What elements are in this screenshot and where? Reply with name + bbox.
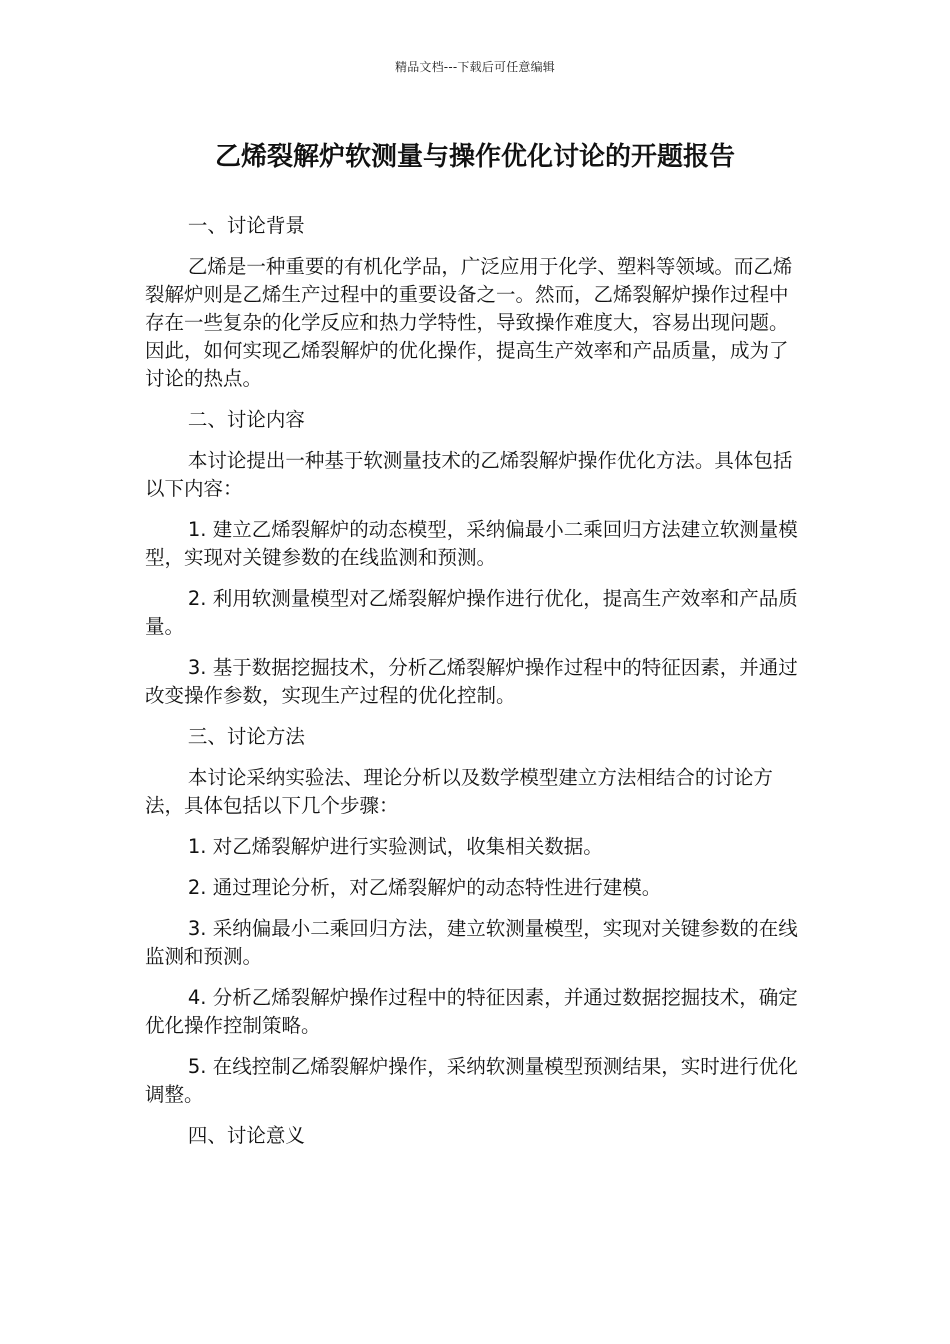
method-intro-paragraph: 本讨论采纳实验法、理论分析以及数学模型建立方法相结合的讨论方法，具体包括以下几个步骤： <box>145 766 773 817</box>
method-step-5: 5. 在线控制乙烯裂解炉操作，采纳软测量模型预测结果，实时进行优化调整。 <box>145 1055 798 1106</box>
header-note: 精品文档---下载后可任意编辑 <box>395 60 555 74</box>
content-item-1: 1. 建立乙烯裂解炉的动态模型，采纳偏最小二乘回归方法建立软测量模型，实现对关键参数的在线监测和预测。 <box>145 518 798 569</box>
method-step-2: 2. 通过理论分析，对乙烯裂解炉的动态特性进行建模。 <box>187 876 662 899</box>
section-heading-background: 一、讨论背景 <box>187 214 305 237</box>
content-intro-paragraph: 本讨论提出一种基于软测量技术的乙烯裂解炉操作优化方法。具体包括以下内容： <box>145 449 793 500</box>
section-heading-content: 二、讨论内容 <box>187 408 305 431</box>
document-title: 乙烯裂解炉软测量与操作优化讨论的开题报告 <box>214 142 735 172</box>
method-step-4: 4. 分析乙烯裂解炉操作过程中的特征因素，并通过数据挖掘技术，确定优化操作控制策略。 <box>145 986 798 1037</box>
content-item-2: 2. 利用软测量模型对乙烯裂解炉操作进行优化，提高生产效率和产品质量。 <box>145 587 798 638</box>
method-step-3: 3. 采纳偏最小二乘回归方法，建立软测量模型，实现对关键参数的在线监测和预测。 <box>145 917 798 968</box>
document-body <box>145 212 801 1150</box>
section-heading-method: 三、讨论方法 <box>187 725 305 748</box>
content-item-3: 3. 基于数据挖掘技术，分析乙烯裂解炉操作过程中的特征因素，并通过改变操作参数，实现生产过程的优化控制。 <box>145 656 798 707</box>
method-step-1: 1. 对乙烯裂解炉进行实验测试，收集相关数据。 <box>187 835 603 858</box>
section-heading-significance: 四、讨论意义 <box>187 1124 305 1147</box>
background-paragraph: 乙烯是一种重要的有机化学品，广泛应用于化学、塑料等领域。而乙烯裂解炉则是乙烯生产过程中的重要设备之一。然而，乙烯裂解炉操作过程中存在一些复杂的化学反应和热力学特性，导致操作难度大，容易出现问题。因此，如何实现乙烯裂解炉的优化操作，提高生产效率和产品质量，成为了讨论的热点。 <box>145 255 793 390</box>
